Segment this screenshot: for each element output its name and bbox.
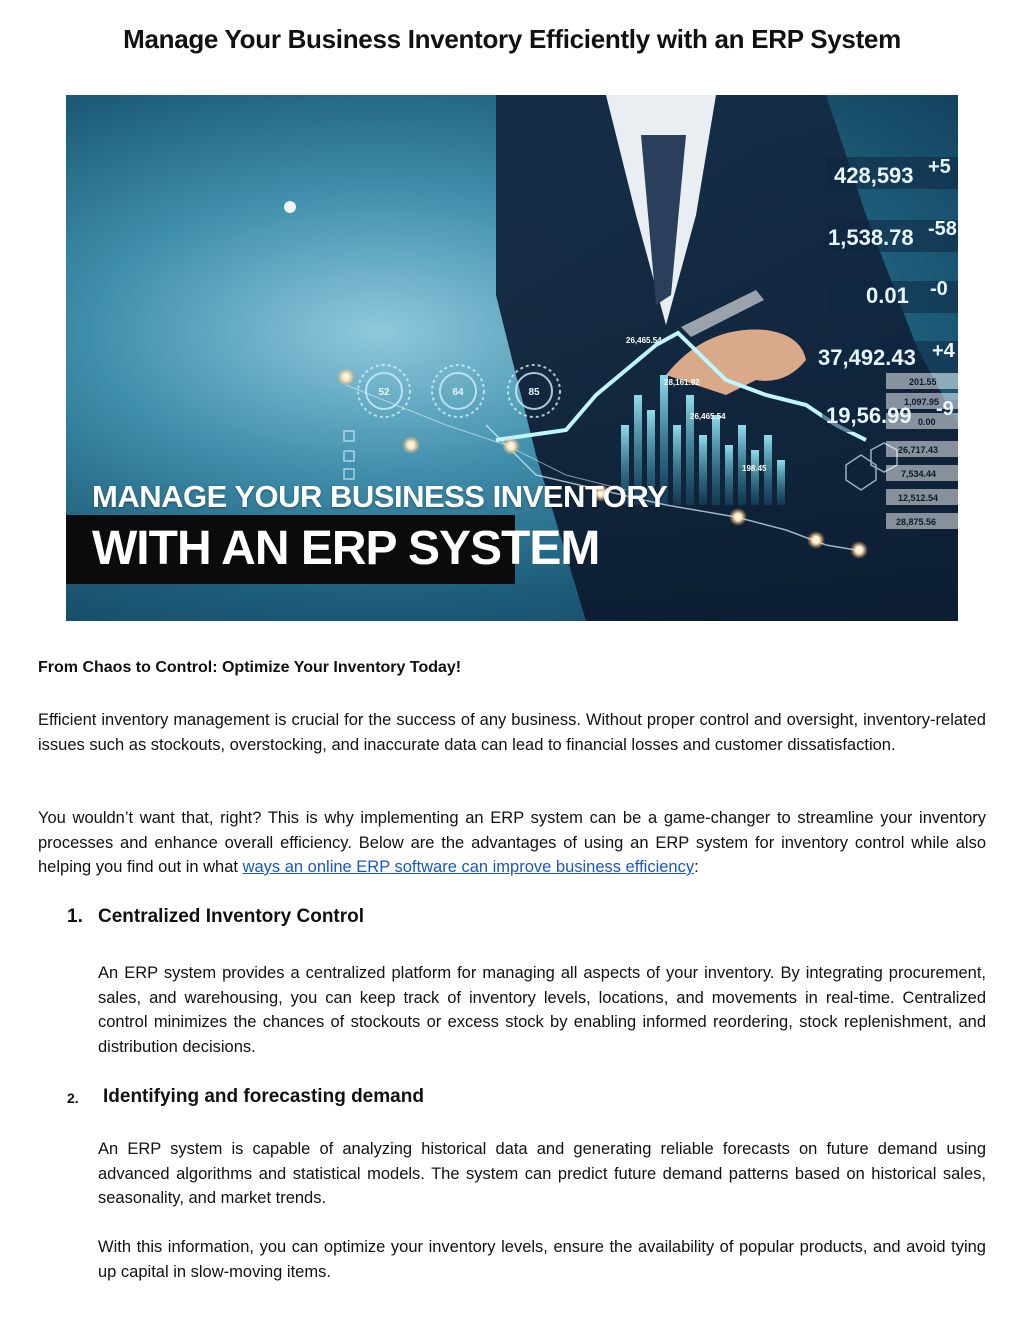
ticker-value: 1,538.78 <box>828 225 914 250</box>
price-item: 7,534.44 <box>901 469 937 479</box>
gauge-label: 64 <box>452 387 464 398</box>
ticker-change: +5 <box>928 156 951 178</box>
price-item: 1,097.95 <box>904 397 940 407</box>
ticker-value: 37,492.43 <box>818 345 916 370</box>
gauge-label: 85 <box>528 387 540 398</box>
page-title: Manage Your Business Inventory Efficiently with an ERP System <box>123 24 901 54</box>
ticker-value: 19,56.99 <box>826 403 912 428</box>
price-item: 0.00 <box>918 417 936 427</box>
section-title: Centralized Inventory Control <box>98 906 365 927</box>
section-title: Identifying and forecasting demand <box>103 1086 424 1107</box>
chart-label: 198.45 <box>742 464 767 473</box>
ticker-change: -9 <box>936 398 954 420</box>
ticker-value: 428,593 <box>834 163 914 188</box>
price-item: 12,512.54 <box>898 493 939 503</box>
section-paragraph: With this information, you can optimize your inventory levels, ensure the availability of popular products, and avoid tying up capital in slow-moving items. <box>98 1238 986 1281</box>
chart-label: 28,161.92 <box>664 378 700 387</box>
ticker-change: +4 <box>932 340 955 362</box>
ticker-change: -58 <box>928 218 957 240</box>
section-number: 1. <box>67 906 83 927</box>
intro-subheading: From Chaos to Control: Optimize Your Inventory Today! <box>38 659 462 676</box>
hero-image <box>66 95 958 621</box>
banner-line1: MANAGE YOUR BUSINESS INVENTORY <box>92 479 668 514</box>
banner-line2: WITH AN ERP SYSTEM <box>92 522 600 575</box>
chart-label: 26,465.54 <box>626 336 662 345</box>
intro-text-end: : <box>694 858 699 876</box>
intro-text: You wouldn’t want that, right? This is why implementing an ERP system can be a game-changer to streamline your inventory processes and enhance overall efficiency. Below are the advantages of using an ERP system for inventory control while also helping you find out in what <box>38 809 986 876</box>
chart-label: 26,465.54 <box>690 412 726 421</box>
intro-paragraph-2 <box>38 806 986 880</box>
gauge-label: 52 <box>378 387 390 398</box>
price-item: 201.55 <box>909 377 937 387</box>
price-item: 26,717.43 <box>898 445 939 455</box>
ticker-change: -0 <box>930 278 948 300</box>
intro-paragraph: Efficient inventory management is crucial for the success of any business. Without proper control and oversight, inventory-related issues such as stockouts, overstocking, and inaccurate data can lead to financial losses and customer dissatisfaction. <box>38 711 986 754</box>
erp-efficiency-link[interactable]: ways an online ERP software can improve business efficiency <box>242 858 695 876</box>
section-paragraph: An ERP system provides a centralized platform for managing all aspects of your inventory. By integrating procurement, sales, and warehousing, you can keep track of inventory levels, locations, and movements in real-time. Centralized control minimizes the chances of stockouts or excess stock by enabling informed reordering, stock replenishment, and distribution decisions. <box>98 964 986 1056</box>
ticker-value: 0.01 <box>866 283 909 308</box>
section-paragraph: An ERP system is capable of analyzing historical data and generating reliable forecasts on future demand using advanced algorithms and statistical models. The system can predict future demand patterns based on historical sales, seasonality, and market trends. <box>98 1140 986 1207</box>
price-item: 28,875.56 <box>896 517 937 527</box>
section-number: 2. <box>67 1090 79 1106</box>
